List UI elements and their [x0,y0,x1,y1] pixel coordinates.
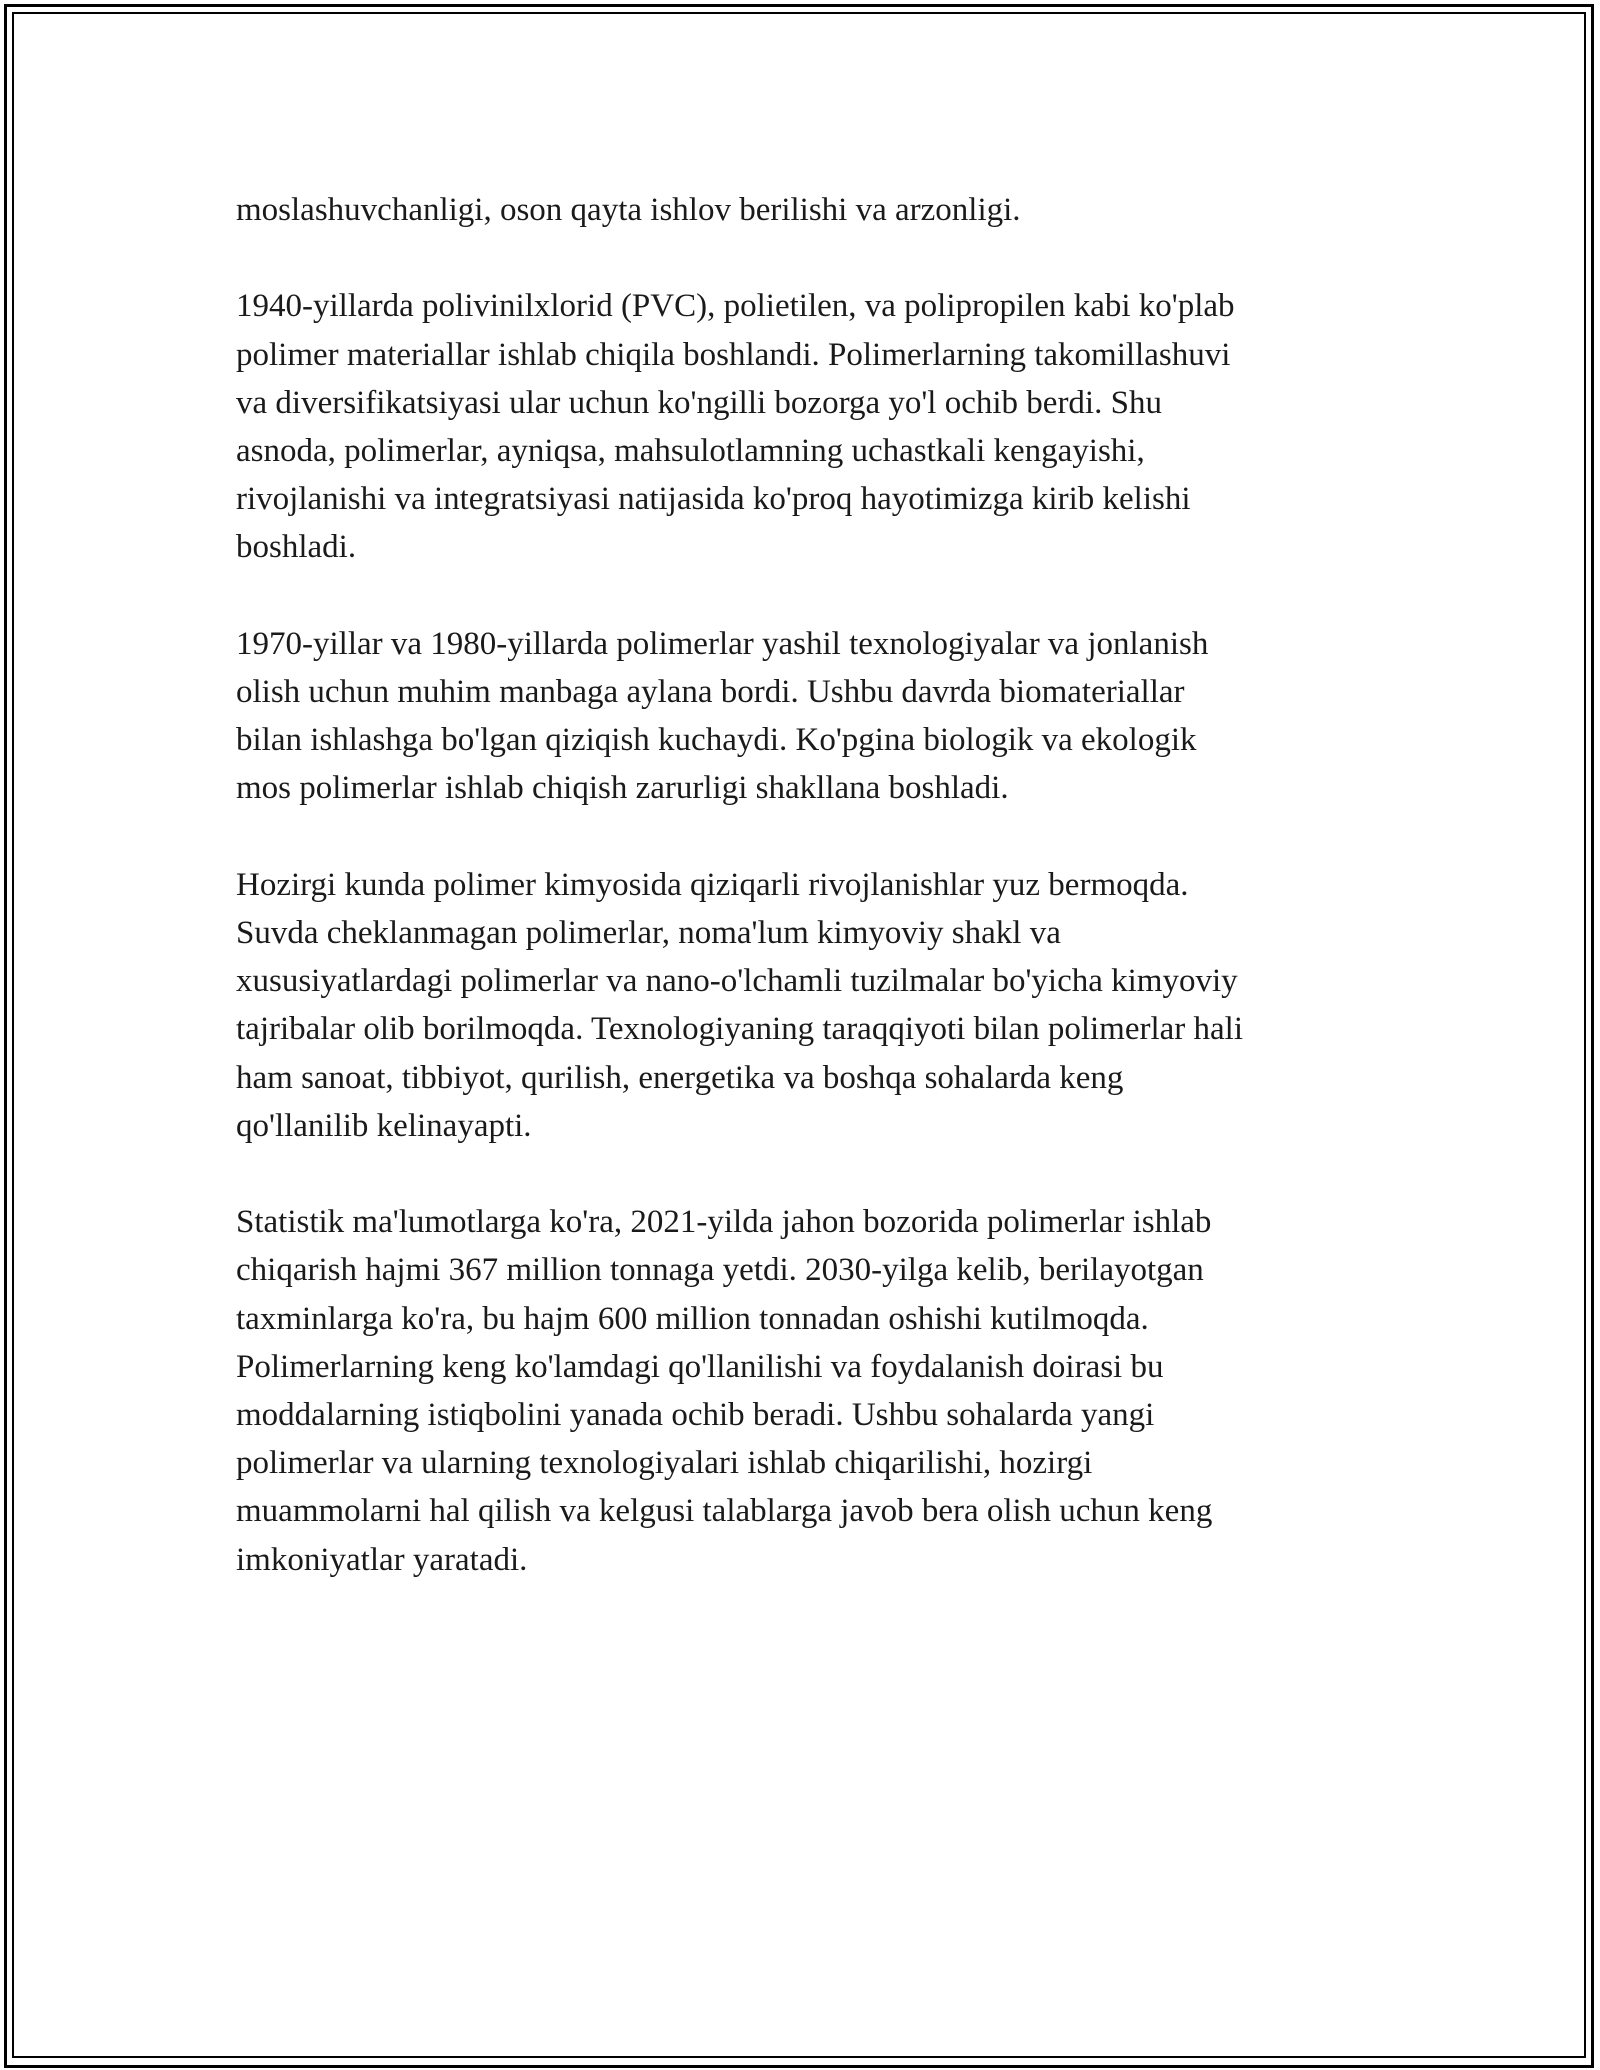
text-line: Polimerlarning keng ko'lamdagi qo'llanilishi va foydalanish doirasi bu [236,1348,1164,1385]
text-line: tajribalar olib borilmoqda. Texnologiyaning taraqqiyoti bilan polimerlar hali [236,1011,1243,1048]
text-line: boshladi. [236,529,357,566]
paragraph-2 [236,282,1376,571]
paragraph-5 [236,1198,1376,1584]
text-line: xususiyatlardagi polimerlar va nano-o'lchamli tuzilmalar bo'yicha kimyoviy [236,963,1238,1000]
text-line: bilan ishlashga bo'lgan qiziqish kuchaydi. Ko'pgina biologik va ekologik [236,722,1197,759]
text-line: mos polimerlar ishlab chiqish zarurligi shakllana boshladi. [236,770,1009,807]
text-line: polimer materiallar ishlab chiqila boshlandi. Polimerlarning takomillashuvi [236,336,1231,373]
text-line: va diversifikatsiyasi ular uchun ko'ngilli bozorga yo'l ochib berdi. Shu [236,384,1162,421]
text-line: qo'llanilib kelinayapti. [236,1107,532,1144]
text-line: moslashuvchanligi, oson qayta ishlov berilishi va arzonligi. [236,192,1021,228]
text-line: imkoniyatlar yaratadi. [236,1541,528,1578]
text-line: ham sanoat, tibbiyot, qurilish, energetika va boshqa sohalarda keng [236,1059,1124,1096]
text-line: asnoda, polimerlar, ayniqsa, mahsulotlamning uchastkali kengayishi, [236,433,1145,469]
paragraph-4 [236,861,1376,1150]
text-line: taxminlarga ko'ra, bu hajm 600 million tonnadan oshishi kutilmoqda. [236,1300,1149,1337]
text-line: Hozirgi kunda polimer kimyosida qiziqarli rivojlanishlar yuz bermoqda. [236,866,1189,903]
paragraph-1 [236,186,1376,234]
text-line: polimerlar va ularning texnologiyalari ishlab chiqarilishi, hozirgi [236,1445,1093,1482]
text-line: 1970-yillar va 1980-yillarda polimerlar yashil texnologiyalar va jonlanish [236,625,1209,662]
text-line: 1940-yillarda polivinilxlorid (PVC), polietilen, va polipropilen kabi ko'plab [236,288,1235,325]
text-line: rivojlanishi va integratsiyasi natijasida ko'proq hayotimizga kirib kelishi [236,481,1191,518]
text-line: moddalarning istiqbolini yanada ochib beradi. Ushbu sohalarda yangi [236,1397,1155,1434]
text-line: muammolarni hal qilish va kelgusi talablarga javob bera olish uchun keng [236,1493,1213,1530]
paragraph-3 [236,620,1376,813]
text-line: Suvda cheklanmagan polimerlar, noma'lum kimyoviy shakl va [236,915,1061,951]
document-body [236,186,1376,1632]
text-line: olish uchun muhim manbaga aylana bordi. Ushbu davrda biomateriallar [236,674,1185,710]
text-line: chiqarish hajmi 367 million tonnaga yetdi. 2030-yilga kelib, berilayotgan [236,1252,1204,1289]
text-line: Statistik ma'lumotlarga ko'ra, 2021-yilda jahon bozorida polimerlar ishlab [236,1204,1212,1241]
